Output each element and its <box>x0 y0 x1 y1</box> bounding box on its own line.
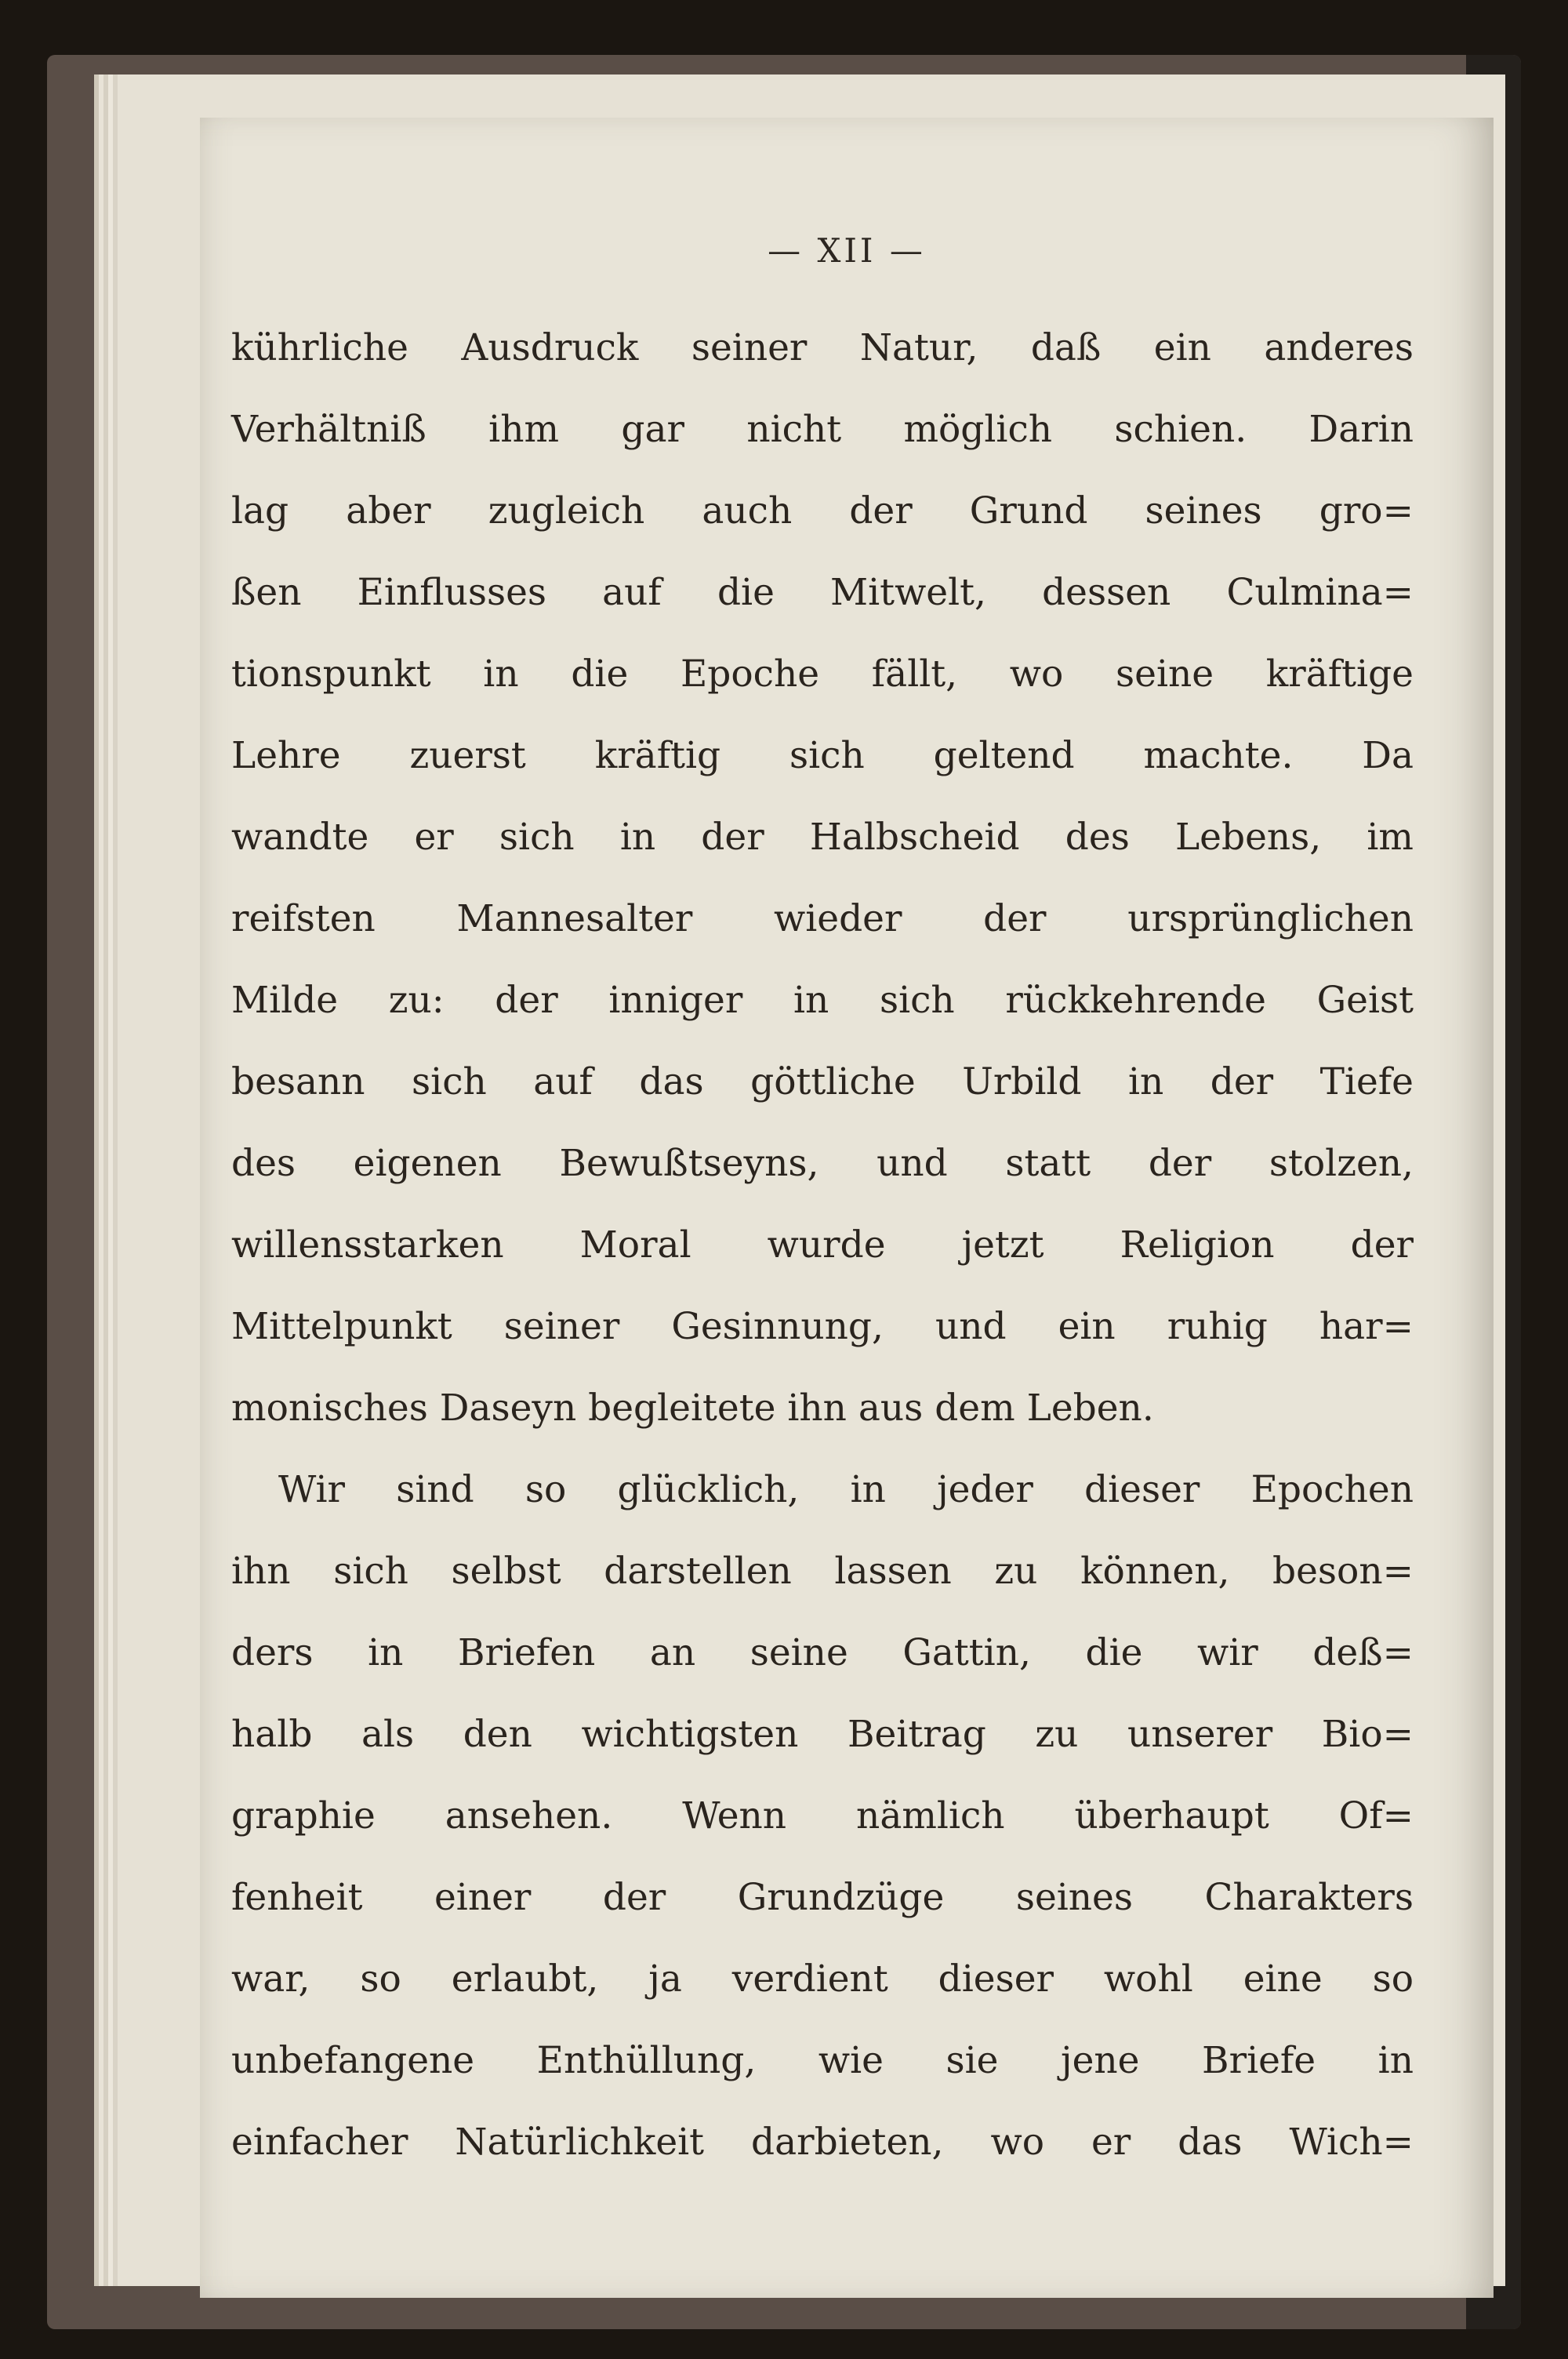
text-line: des eigenen Bewußtseyns, und statt der stolzen, <box>231 1142 1414 1185</box>
text-line: wandte er sich in der Halbscheid des Lebens, im <box>231 816 1414 859</box>
text-line: willensstarken Moral wurde jetzt Religion der <box>231 1223 1414 1267</box>
text-line: halb als den wichtigsten Beitrag zu unserer Bio= <box>231 1713 1414 1756</box>
text-line: ihn sich selbst darstellen lassen zu können, beson= <box>231 1550 1414 1593</box>
text-line: graphie ansehen. Wenn nämlich überhaupt Of= <box>231 1794 1414 1837</box>
text-line: monisches Daseyn begleitete ihn aus dem Leben. <box>231 1387 1154 1430</box>
text-line: fenheit einer der Grundzüge seines Charakters <box>231 1876 1414 1919</box>
text-line: ders in Briefen an seine Gattin, die wir deß= <box>231 1631 1414 1674</box>
text-line: Mittelpunkt seiner Gesinnung, und ein ruhig har= <box>231 1305 1414 1348</box>
text-line: war, so erlaubt, ja verdient dieser wohl eine so <box>231 1957 1414 2001</box>
text-line: einfacher Natürlichkeit darbieten, wo er das Wich= <box>231 2121 1414 2164</box>
text-line: unbefangene Enthüllung, wie sie jene Briefe in <box>231 2039 1414 2082</box>
text-line: reifsten Mannesalter wieder der ursprünglichen <box>231 897 1414 940</box>
text-line: ßen Einflusses auf die Mitwelt, dessen Culmina= <box>231 571 1414 614</box>
page-number-header: — XII — <box>768 231 926 270</box>
page-text <box>231 307 1414 2183</box>
text-line: Milde zu: der inniger in sich rückkehrende Geist <box>231 979 1414 1022</box>
text-line: Verhältniß ihm gar nicht möglich schien. Darin <box>231 408 1414 451</box>
text-line: lag aber zugleich auch der Grund seines gro= <box>231 489 1414 533</box>
text-line: besann sich auf das göttliche Urbild in der Tiefe <box>231 1060 1414 1103</box>
text-line: Wir sind so glücklich, in jeder dieser Epochen <box>278 1468 1414 1511</box>
text-line: tionspunkt in die Epoche fällt, wo seine kräftige <box>231 652 1414 696</box>
text-line: kührliche Ausdruck seiner Natur, daß ein anderes <box>231 326 1414 369</box>
text-line: Lehre zuerst kräftig sich geltend machte. Da <box>231 734 1414 777</box>
